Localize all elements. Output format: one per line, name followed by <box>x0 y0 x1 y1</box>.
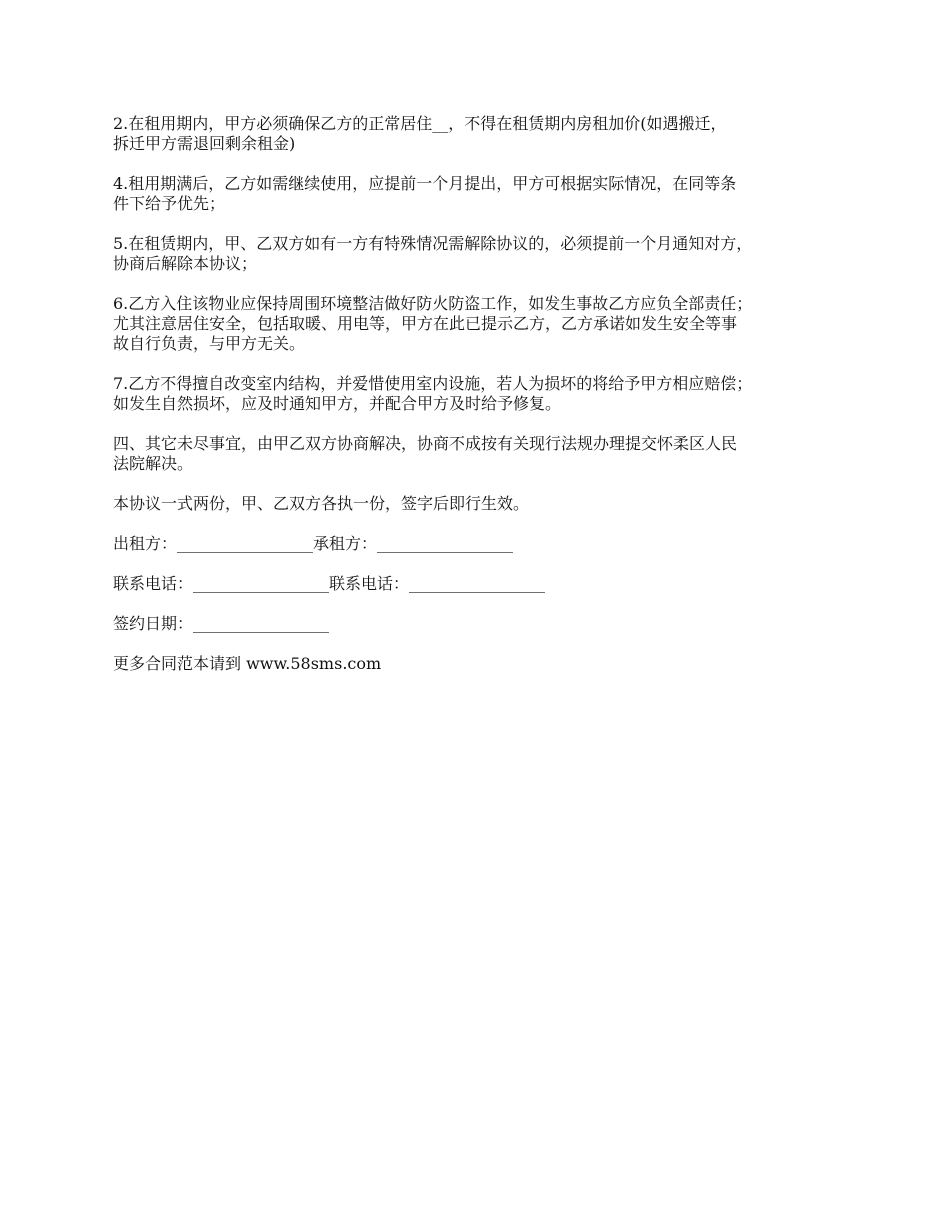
text-line: 如发生自然损坏，应及时通知甲方，并配合甲方及时给予修复。 <box>113 394 562 413</box>
text-line: 更多合同范本请到 www.58sms.com <box>113 654 382 673</box>
footer-more-templates <box>113 654 843 674</box>
contact-phone-line <box>113 574 843 594</box>
text-line: 本协议一式两份，甲、乙双方各执一份，签字后即行生效。 <box>113 494 530 513</box>
text-line: 故自行负责，与甲方无关。 <box>113 334 306 353</box>
signature-parties-line <box>113 534 843 554</box>
clause-4-paragraph <box>113 174 843 214</box>
clause-5-paragraph <box>113 234 843 274</box>
text-line: 拆迁甲方需退回剩余租金) <box>113 134 296 153</box>
text-line: 协商后解除本协议； <box>113 254 258 273</box>
text-line: 4.租用期满后，乙方如需继续使用，应提前一个月提出，甲方可根据实际情况，在同等条 <box>113 174 737 193</box>
copies-statement <box>113 494 843 514</box>
text-line: 件下给予优先； <box>113 194 226 213</box>
text-line: 7.乙方不得擅自改变室内结构，并爱惜使用室内设施，若人为损坏的将给予甲方相应赔偿； <box>113 374 753 393</box>
text-line: 6.乙方入住该物业应保持周围环境整洁做好防火防盗工作，如发生事故乙方应负全部责任； <box>113 294 753 313</box>
clause-7-paragraph <box>113 374 843 414</box>
text-line: 签约日期：_________________ <box>113 614 330 633</box>
clause-6-paragraph <box>113 294 843 354</box>
clause-2-paragraph <box>113 114 843 154</box>
signing-date-line <box>113 614 843 634</box>
text-line: 2.在租用期内，甲方必须确保乙方的正常居住__，不得在租赁期内房租加价(如遇搬迁， <box>113 114 727 133</box>
text-line: 联系电话：_________________联系电话：_________________ <box>113 574 546 593</box>
text-line: 法院解决。 <box>113 454 194 473</box>
text-line: 尤其注意居住安全，包括取暖、用电等，甲方在此已提示乙方，乙方承诺如发生安全等事 <box>113 314 738 333</box>
text-line: 出租方：_________________承租方：_________________ <box>113 534 514 553</box>
section-4-paragraph <box>113 434 843 474</box>
document-body <box>113 114 843 694</box>
text-line: 四、其它未尽事宜，由甲乙双方协商解决，协商不成按有关现行法规办理提交怀柔区人民 <box>113 434 738 453</box>
text-line: 5.在租赁期内，甲、乙双方如有一方有特殊情况需解除协议的，必须提前一个月通知对方， <box>113 234 753 253</box>
